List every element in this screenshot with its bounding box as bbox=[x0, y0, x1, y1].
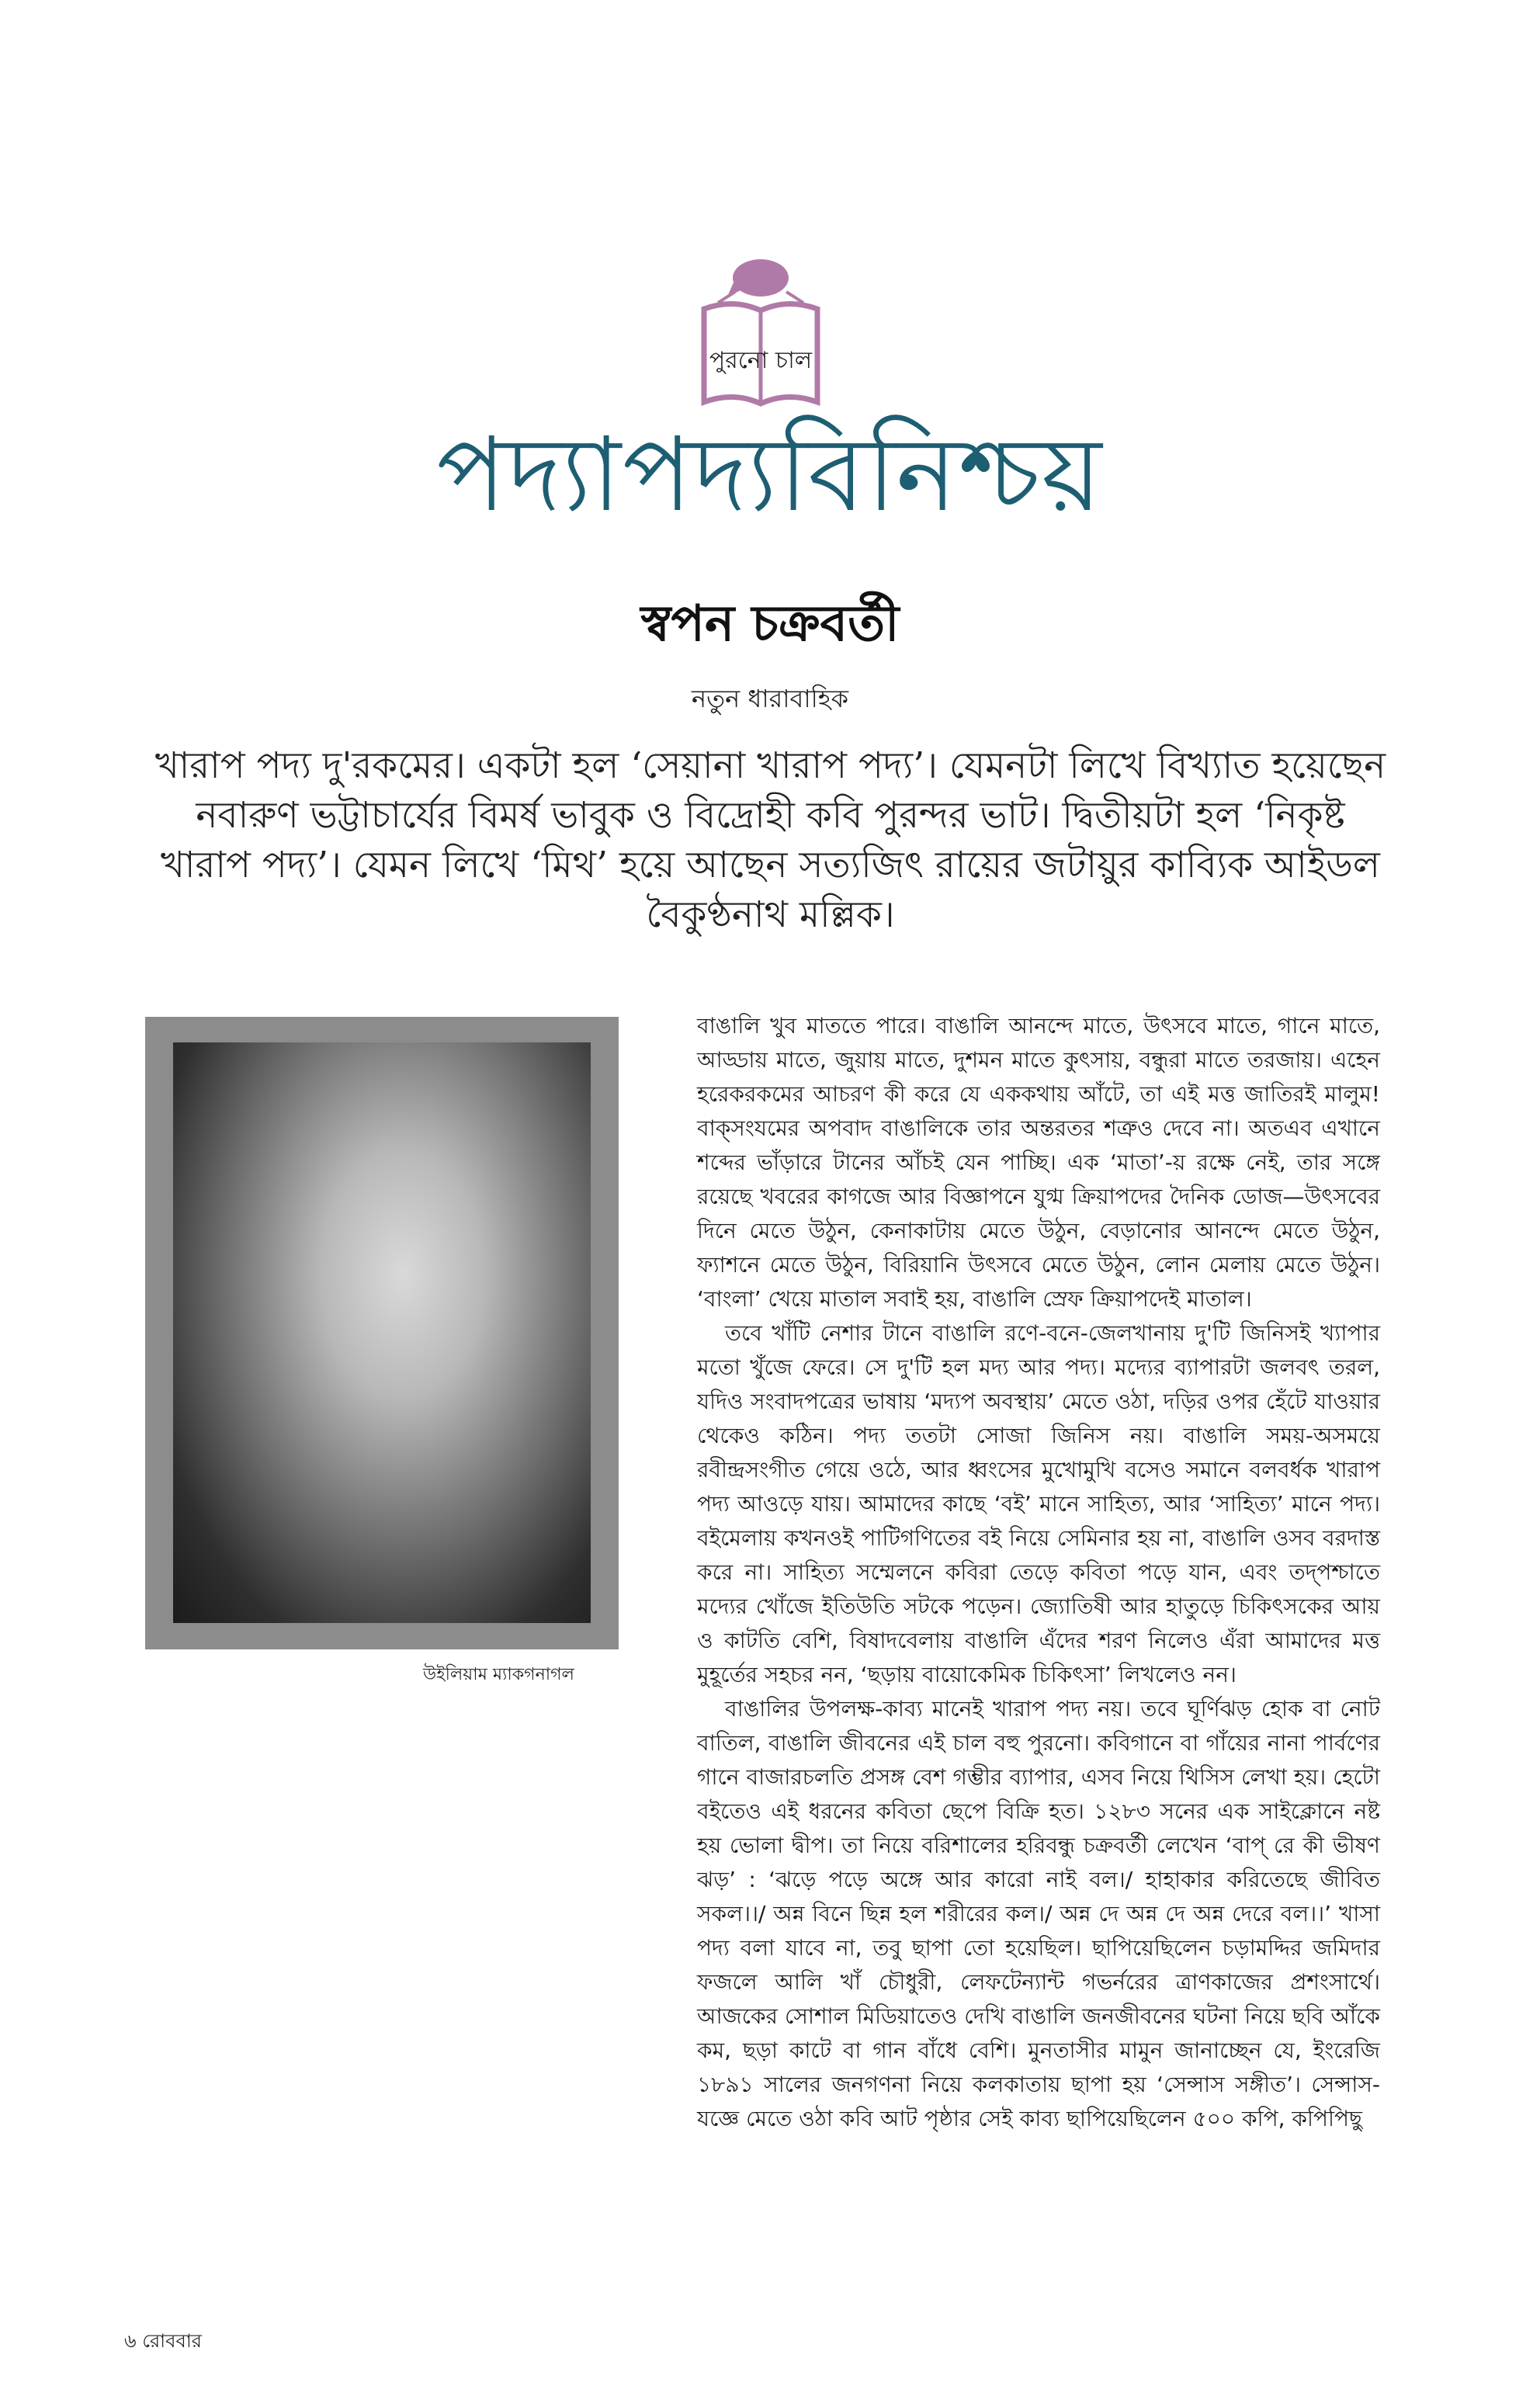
page-footer: ৬ রোববার bbox=[124, 2330, 203, 2352]
article-body bbox=[697, 1009, 1380, 2136]
photo-frame bbox=[145, 1017, 619, 1649]
open-book-icon bbox=[687, 248, 834, 411]
author-name: স্বপন চক্রবর্তী bbox=[640, 595, 900, 653]
series-label: নতুন ধারাবাহিক bbox=[692, 684, 848, 713]
photo-caption: উইলিয়াম ম্যাকগনাগল bbox=[423, 1665, 574, 1684]
intro-standfirst: খারাপ পদ্য দু'রকমের। একটা হল ‘সেয়ানা খারাপ পদ্য’। যেমনটা লিখে বিখ্যাত হয়েছেন নবারুণ ভট্টাচার্যের বিমর্ষ ভাবুক ও বিদ্রোহী কবি পুরন্দর ভাট। দ্বিতীয়টা হল ‘নিকৃষ্ট খারাপ পদ্য’। যেমন লিখে ‘মিথ’ হয়ে আছেন সত্যজিৎ রায়ের জটায়ুর কাব্যিক আইডল বৈকুণ্ঠনাথ মল্লিক। bbox=[154, 744, 1386, 936]
portrait-photo bbox=[173, 1042, 591, 1623]
article-title: পদ্যাপদ্যবিনিশ্চয় bbox=[436, 415, 1104, 535]
book-logo bbox=[687, 248, 834, 411]
body-paragraph: তবে খাঁটি নেশার টানে বাঙালি রণে-বনে-জেলখানায় দু'টি জিনিসই খ্যাপার মতো খুঁজে ফেরে। সে দু'টি হল মদ্য আর পদ্য। মদ্যের ব্যাপারটা জলবৎ তরল, যদিও সংবাদপত্রের ভাষায় ‘মদ্যপ অবস্থায়’ মেতে ওঠা, দড়ির ওপর হেঁটে যাওয়ার থেকেও কঠিন। পদ্য ততটা সোজা জিনিস নয়। বাঙালি সময়-অসময়ে রবীন্দ্রসংগীত গেয়ে ওঠে, আর ধ্বংসের মুখোমুখি বসেও সমানে বলবর্ধক খারাপ পদ্য আওড়ে যায়। আমাদের কাছে ‘বই’ মানে সাহিত্য, আর ‘সাহিত্য’ মানে পদ্য। বইমেলায় কখনওই পাটিগণিতের বই নিয়ে সেমিনার হয় না, বাঙালি ওসব বরদাস্ত করে না। সাহিত্য সম্মেলনে কবিরা তেড়ে কবিতা পড়ে যান, এবং তদ্‌পশ্চাতে মদ্যের খোঁজে ইতিউতি সটকে পড়েন। জ্যোতিষী আর হাতুড়ে চিকিৎসকের আয় ও কাটতি বেশি, বিষাদবেলায় বাঙালি এঁদের শরণ নিলেও এঁরা আমাদের মত্ত মুহূর্তের সহচর নন, ‘ছড়ায় বায়োকেমিক চিকিৎসা’ লিখলেও নন। bbox=[697, 1320, 1380, 1687]
body-paragraph: বাঙালি খুব মাততে পারে। বাঙালি আনন্দে মাতে, উৎসবে মাতে, গানে মাতে, আড্ডায় মাতে, জুয়ায় মাতে, দুশমন মাতে কুৎসায়, বন্ধুরা মাতে তরজায়। এহেন হরেকরকমের আচরণ কী করে যে এককথায় আঁটে, তা এই মত্ত জাতিরই মালুম! বাক্‌সংযমের অপবাদ বাঙালিকে তার অন্তরতর শত্রুও দেবে না। অতএব এখানে শব্দের ভাঁড়ারে টানের আঁচই যেন পাচ্ছি। এক ‘মাতা’-য় রক্ষে নেই, তার সঙ্গে রয়েছে খবরের কাগজে আর বিজ্ঞাপনে যুগ্ম ক্রিয়াপদের দৈনিক ডোজ—উৎসবের দিনে মেতে উঠুন, কেনাকাটায় মেতে উঠুন, বেড়ানোর আনন্দে মেতে উঠুন, ফ্যাশনে মেতে উঠুন, বিরিয়ানি উৎসবে মেতে উঠুন, লোন মেলায় মেতে উঠুন। ‘বাংলা’ খেয়ে মাতাল সবাই হয়, বাঙালি স্রেফ ক্রিয়াপদেই মাতাল। bbox=[697, 1013, 1380, 1312]
body-paragraph: বাঙালির উপলক্ষ-কাব্য মানেই খারাপ পদ্য নয়। তবে ঘূর্ণিঝড় হোক বা নোট বাতিল, বাঙালি জীবনের এই চাল বহু পুরনো। কবিগানে বা গাঁয়ের নানা পার্বণের গানে বাজারচলতি প্রসঙ্গ বেশ গম্ভীর ব্যাপার, এসব নিয়ে থিসিস লেখা হয়। হেটো বইতেও এই ধরনের কবিতা ছেপে বিক্রি হত। ১২৮৩ সনের এক সাইক্লোনে নষ্ট হয় ভোলা দ্বীপ। তা নিয়ে বরিশালের হরিবন্ধু চক্রবর্তী লেখেন ‘বাপ্ রে কী ভীষণ ঝড়’ : ‘ঝড়ে পড়ে অঙ্গে আর কারো নাই বল।/ হাহাকার করিতেছে জীবিত সকল।।/ অন্ন বিনে ছিন্ন হল শরীরের কল।/ অন্ন দে অন্ন দে অন্ন দেরে বল।।’ খাসা পদ্য বলা যাবে না, তবু ছাপা তো হয়েছিল। ছাপিয়েছিলেন চড়ামদ্দির জমিদার ফজলে আলি খাঁ চৌধুরী, লেফটেন্যান্ট গভর্নরের ত্রাণকাজের প্রশংসার্থে। আজকের সোশাল মিডিয়াতেও দেখি বাঙালি জনজীবনের ঘটনা নিয়ে ছবি আঁকে কম, ছড়া কাটে বা গান বাঁধে বেশি। মুনতাসীর মামুন জানাচ্ছেন যে, ইংরেজি ১৮৯১ সালের জনগণনা নিয়ে কলকাতায় ছাপা হয় ‘সেন্সাস সঙ্গীত’। সেন্সাস-যজ্ঞে মেতে ওঠা কবি আট পৃষ্ঠার সেই কাব্য ছাপিয়েছিলেন ৫০০ কপি, কপিপিছু bbox=[697, 1696, 1380, 2131]
section-label: পুরনো চাল bbox=[709, 347, 813, 374]
